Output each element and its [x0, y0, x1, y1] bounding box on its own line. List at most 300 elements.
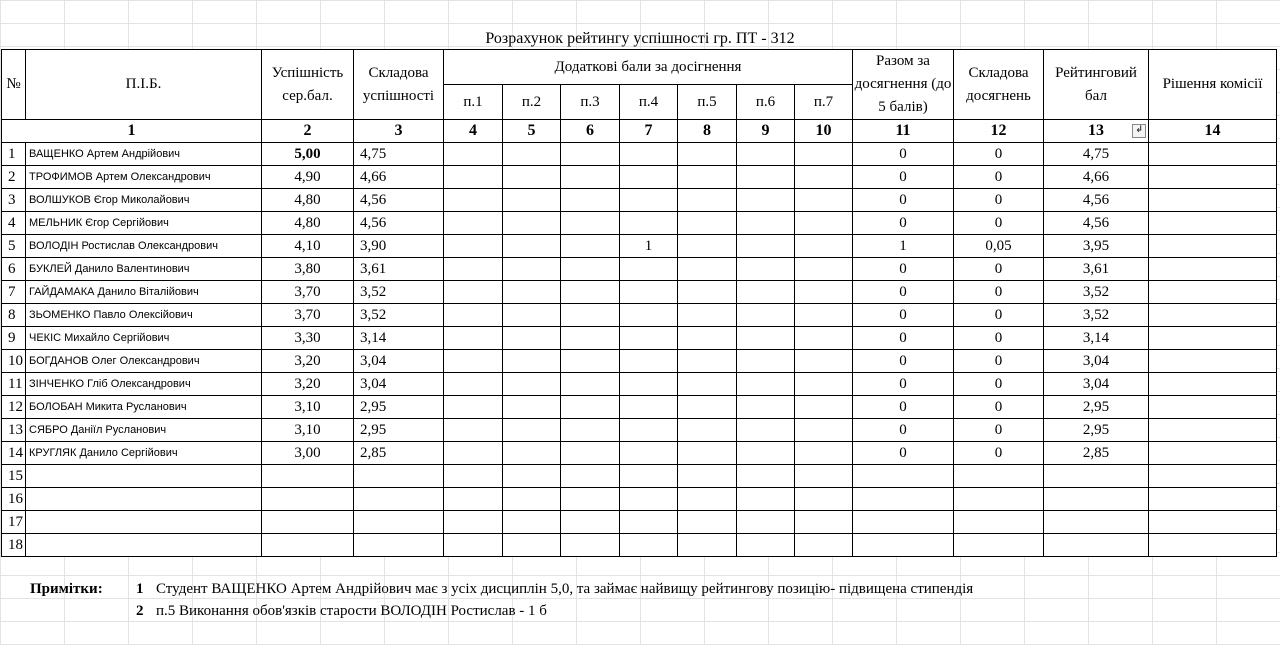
bonus-p5-cell[interactable]: [678, 327, 737, 350]
bonus-p7-cell[interactable]: [795, 327, 853, 350]
row-number-cell[interactable]: 4: [2, 212, 26, 235]
bonus-p3-cell[interactable]: [561, 396, 620, 419]
bonus-p2-cell[interactable]: [503, 350, 561, 373]
row-number-cell[interactable]: 6: [2, 258, 26, 281]
column-number-cell[interactable]: 6: [561, 120, 620, 143]
achievements-component-cell[interactable]: 0: [954, 350, 1044, 373]
student-name-cell[interactable]: ЧЕКІС Михайло Сергійович: [26, 327, 262, 350]
total-achievements-cell[interactable]: 0: [853, 304, 954, 327]
bonus-p2-cell[interactable]: [503, 419, 561, 442]
bonus-p6-cell[interactable]: [737, 258, 795, 281]
rating-cell[interactable]: [1044, 511, 1149, 534]
bonus-p2-cell[interactable]: [503, 511, 561, 534]
bonus-p4-cell[interactable]: [620, 442, 678, 465]
bonus-p7-cell[interactable]: [795, 419, 853, 442]
bonus-p3-cell[interactable]: [561, 534, 620, 557]
note-text[interactable]: Студент ВАЩЕНКО Артем Андрійович має з усіх дисциплін 5,0, та займає найвищу рейтингову позицію- підвищена стипендія: [156, 581, 974, 597]
total-achievements-cell[interactable]: 0: [853, 327, 954, 350]
total-achievements-cell[interactable]: 0: [853, 166, 954, 189]
achievements-component-cell[interactable]: [954, 488, 1044, 511]
bonus-p2-cell[interactable]: [503, 143, 561, 166]
bonus-p4-cell[interactable]: [620, 373, 678, 396]
bonus-p2-cell[interactable]: [503, 465, 561, 488]
student-name-cell[interactable]: [26, 511, 262, 534]
bonus-p3-cell[interactable]: [561, 235, 620, 258]
bonus-p6-cell[interactable]: [737, 534, 795, 557]
decision-cell[interactable]: [1149, 258, 1277, 281]
bonus-p1-cell[interactable]: [444, 235, 503, 258]
rating-cell[interactable]: 3,95: [1044, 235, 1149, 258]
column-number-cell[interactable]: 1: [2, 120, 262, 143]
rating-cell[interactable]: 3,52: [1044, 304, 1149, 327]
decision-cell[interactable]: [1149, 465, 1277, 488]
decision-cell[interactable]: [1149, 189, 1277, 212]
bonus-p2-cell[interactable]: [503, 304, 561, 327]
achievements-component-cell[interactable]: 0: [954, 143, 1044, 166]
bonus-p1-cell[interactable]: [444, 166, 503, 189]
header-p5[interactable]: п.5: [678, 85, 737, 120]
bonus-p3-cell[interactable]: [561, 350, 620, 373]
header-p1[interactable]: п.1: [444, 85, 503, 120]
bonus-p1-cell[interactable]: [444, 373, 503, 396]
student-name-cell[interactable]: ЗІНЧЕНКО Гліб Олександрович: [26, 373, 262, 396]
success-component-cell[interactable]: 4,66: [354, 166, 444, 189]
decision-cell[interactable]: [1149, 534, 1277, 557]
total-achievements-cell[interactable]: 0: [853, 258, 954, 281]
bonus-p5-cell[interactable]: [678, 281, 737, 304]
bonus-p5-cell[interactable]: [678, 189, 737, 212]
student-name-cell[interactable]: БУКЛЕЙ Данило Валентинович: [26, 258, 262, 281]
bonus-p1-cell[interactable]: [444, 304, 503, 327]
bonus-p5-cell[interactable]: [678, 419, 737, 442]
bonus-p4-cell[interactable]: [620, 258, 678, 281]
average-grade-cell[interactable]: 3,20: [262, 350, 354, 373]
bonus-p4-cell[interactable]: [620, 212, 678, 235]
bonus-p2-cell[interactable]: [503, 373, 561, 396]
bonus-p1-cell[interactable]: [444, 327, 503, 350]
achievements-component-cell[interactable]: 0: [954, 442, 1044, 465]
bonus-p6-cell[interactable]: [737, 419, 795, 442]
bonus-p5-cell[interactable]: [678, 442, 737, 465]
filter-dropdown-icon[interactable]: ↲: [1132, 124, 1146, 138]
bonus-p4-cell[interactable]: [620, 396, 678, 419]
header-name[interactable]: П.І.Б.: [26, 50, 262, 120]
row-number-cell[interactable]: 5: [2, 235, 26, 258]
rating-cell[interactable]: 3,61: [1044, 258, 1149, 281]
bonus-p5-cell[interactable]: [678, 304, 737, 327]
header-success-component[interactable]: Складова успішності: [354, 50, 444, 120]
total-achievements-cell[interactable]: [853, 511, 954, 534]
row-number-cell[interactable]: 13: [2, 419, 26, 442]
decision-cell[interactable]: [1149, 396, 1277, 419]
student-name-cell[interactable]: ВАЩЕНКО Артем Андрійович: [26, 143, 262, 166]
bonus-p5-cell[interactable]: [678, 511, 737, 534]
success-component-cell[interactable]: 2,95: [354, 419, 444, 442]
bonus-p1-cell[interactable]: [444, 143, 503, 166]
bonus-p6-cell[interactable]: [737, 488, 795, 511]
total-achievements-cell[interactable]: 0: [853, 281, 954, 304]
student-name-cell[interactable]: ВОЛОДІН Ростислав Олександрович: [26, 235, 262, 258]
bonus-p1-cell[interactable]: [444, 511, 503, 534]
average-grade-cell[interactable]: [262, 534, 354, 557]
decision-cell[interactable]: [1149, 166, 1277, 189]
row-number-cell[interactable]: 18: [2, 534, 26, 557]
decision-cell[interactable]: [1149, 373, 1277, 396]
row-number-cell[interactable]: 9: [2, 327, 26, 350]
bonus-p6-cell[interactable]: [737, 373, 795, 396]
achievements-component-cell[interactable]: [954, 511, 1044, 534]
row-number-cell[interactable]: 7: [2, 281, 26, 304]
total-achievements-cell[interactable]: 0: [853, 373, 954, 396]
bonus-p2-cell[interactable]: [503, 396, 561, 419]
decision-cell[interactable]: [1149, 235, 1277, 258]
column-number-cell[interactable]: 2: [262, 120, 354, 143]
bonus-p7-cell[interactable]: [795, 488, 853, 511]
achievements-component-cell[interactable]: [954, 534, 1044, 557]
bonus-p4-cell[interactable]: 1: [620, 235, 678, 258]
average-grade-cell[interactable]: 3,70: [262, 281, 354, 304]
student-name-cell[interactable]: ВОЛШУКОВ Єгор Миколайович: [26, 189, 262, 212]
row-number-cell[interactable]: 10: [2, 350, 26, 373]
decision-cell[interactable]: [1149, 281, 1277, 304]
bonus-p1-cell[interactable]: [444, 534, 503, 557]
header-number[interactable]: №: [2, 50, 26, 120]
average-grade-cell[interactable]: [262, 488, 354, 511]
bonus-p1-cell[interactable]: [444, 281, 503, 304]
achievements-component-cell[interactable]: 0: [954, 373, 1044, 396]
average-grade-cell[interactable]: 3,80: [262, 258, 354, 281]
column-number-cell[interactable]: 3: [354, 120, 444, 143]
bonus-p7-cell[interactable]: [795, 534, 853, 557]
bonus-p2-cell[interactable]: [503, 258, 561, 281]
bonus-p7-cell[interactable]: [795, 166, 853, 189]
average-grade-cell[interactable]: [262, 511, 354, 534]
bonus-p3-cell[interactable]: [561, 189, 620, 212]
bonus-p5-cell[interactable]: [678, 212, 737, 235]
rating-cell[interactable]: 4,56: [1044, 189, 1149, 212]
header-bonus-group[interactable]: Додаткові бали за досігнення: [444, 50, 853, 85]
rating-cell[interactable]: [1044, 488, 1149, 511]
rating-cell[interactable]: 4,56: [1044, 212, 1149, 235]
rating-cell[interactable]: 2,95: [1044, 396, 1149, 419]
bonus-p5-cell[interactable]: [678, 166, 737, 189]
success-component-cell[interactable]: 4,56: [354, 212, 444, 235]
row-number-cell[interactable]: 14: [2, 442, 26, 465]
achievements-component-cell[interactable]: 0: [954, 396, 1044, 419]
total-achievements-cell[interactable]: [853, 465, 954, 488]
rating-cell[interactable]: 3,04: [1044, 350, 1149, 373]
bonus-p3-cell[interactable]: [561, 488, 620, 511]
row-number-cell[interactable]: 17: [2, 511, 26, 534]
header-p6[interactable]: п.6: [737, 85, 795, 120]
header-p3[interactable]: п.3: [561, 85, 620, 120]
bonus-p3-cell[interactable]: [561, 442, 620, 465]
bonus-p3-cell[interactable]: [561, 143, 620, 166]
bonus-p1-cell[interactable]: [444, 488, 503, 511]
success-component-cell[interactable]: 3,52: [354, 304, 444, 327]
success-component-cell[interactable]: 3,14: [354, 327, 444, 350]
rating-cell[interactable]: [1044, 534, 1149, 557]
bonus-p4-cell[interactable]: [620, 327, 678, 350]
success-component-cell[interactable]: 3,52: [354, 281, 444, 304]
bonus-p5-cell[interactable]: [678, 235, 737, 258]
bonus-p6-cell[interactable]: [737, 189, 795, 212]
bonus-p6-cell[interactable]: [737, 281, 795, 304]
bonus-p7-cell[interactable]: [795, 465, 853, 488]
bonus-p5-cell[interactable]: [678, 534, 737, 557]
bonus-p2-cell[interactable]: [503, 235, 561, 258]
bonus-p7-cell[interactable]: [795, 304, 853, 327]
average-grade-cell[interactable]: 3,70: [262, 304, 354, 327]
bonus-p7-cell[interactable]: [795, 396, 853, 419]
student-name-cell[interactable]: [26, 534, 262, 557]
bonus-p1-cell[interactable]: [444, 212, 503, 235]
student-name-cell[interactable]: [26, 488, 262, 511]
bonus-p6-cell[interactable]: [737, 396, 795, 419]
header-p2[interactable]: п.2: [503, 85, 561, 120]
decision-cell[interactable]: [1149, 143, 1277, 166]
bonus-p7-cell[interactable]: [795, 189, 853, 212]
bonus-p1-cell[interactable]: [444, 419, 503, 442]
total-achievements-cell[interactable]: [853, 488, 954, 511]
decision-cell[interactable]: [1149, 419, 1277, 442]
row-number-cell[interactable]: 8: [2, 304, 26, 327]
bonus-p1-cell[interactable]: [444, 465, 503, 488]
bonus-p6-cell[interactable]: [737, 442, 795, 465]
bonus-p6-cell[interactable]: [737, 166, 795, 189]
bonus-p1-cell[interactable]: [444, 189, 503, 212]
rating-cell[interactable]: 2,95: [1044, 419, 1149, 442]
row-number-cell[interactable]: 3: [2, 189, 26, 212]
average-grade-cell[interactable]: 3,20: [262, 373, 354, 396]
success-component-cell[interactable]: 3,04: [354, 373, 444, 396]
bonus-p2-cell[interactable]: [503, 166, 561, 189]
student-name-cell[interactable]: ЗЬОМЕНКО Павло Олексійович: [26, 304, 262, 327]
bonus-p6-cell[interactable]: [737, 304, 795, 327]
decision-cell[interactable]: [1149, 327, 1277, 350]
average-grade-cell[interactable]: 3,10: [262, 396, 354, 419]
average-grade-cell[interactable]: 3,10: [262, 419, 354, 442]
average-grade-cell[interactable]: 4,10: [262, 235, 354, 258]
success-component-cell[interactable]: [354, 511, 444, 534]
achievements-component-cell[interactable]: 0: [954, 304, 1044, 327]
achievements-component-cell[interactable]: 0: [954, 212, 1044, 235]
bonus-p2-cell[interactable]: [503, 488, 561, 511]
bonus-p5-cell[interactable]: [678, 488, 737, 511]
achievements-component-cell[interactable]: 0: [954, 258, 1044, 281]
bonus-p1-cell[interactable]: [444, 396, 503, 419]
bonus-p1-cell[interactable]: [444, 350, 503, 373]
decision-cell[interactable]: [1149, 304, 1277, 327]
row-number-cell[interactable]: 2: [2, 166, 26, 189]
total-achievements-cell[interactable]: 0: [853, 189, 954, 212]
bonus-p3-cell[interactable]: [561, 373, 620, 396]
rating-cell[interactable]: 2,85: [1044, 442, 1149, 465]
bonus-p3-cell[interactable]: [561, 281, 620, 304]
bonus-p5-cell[interactable]: [678, 350, 737, 373]
bonus-p2-cell[interactable]: [503, 281, 561, 304]
bonus-p4-cell[interactable]: [620, 166, 678, 189]
bonus-p7-cell[interactable]: [795, 258, 853, 281]
rating-cell[interactable]: 3,52: [1044, 281, 1149, 304]
rating-cell[interactable]: 4,66: [1044, 166, 1149, 189]
row-number-cell[interactable]: 1: [2, 143, 26, 166]
average-grade-cell[interactable]: 4,80: [262, 212, 354, 235]
bonus-p2-cell[interactable]: [503, 327, 561, 350]
bonus-p3-cell[interactable]: [561, 419, 620, 442]
decision-cell[interactable]: [1149, 511, 1277, 534]
bonus-p5-cell[interactable]: [678, 465, 737, 488]
bonus-p4-cell[interactable]: [620, 465, 678, 488]
column-number-cell[interactable]: 8: [678, 120, 737, 143]
rating-cell[interactable]: 3,14: [1044, 327, 1149, 350]
bonus-p2-cell[interactable]: [503, 189, 561, 212]
student-name-cell[interactable]: МЕЛЬНИК Єгор Сергійович: [26, 212, 262, 235]
header-p4[interactable]: п.4: [620, 85, 678, 120]
decision-cell[interactable]: [1149, 488, 1277, 511]
total-achievements-cell[interactable]: 0: [853, 419, 954, 442]
bonus-p6-cell[interactable]: [737, 143, 795, 166]
bonus-p3-cell[interactable]: [561, 212, 620, 235]
bonus-p5-cell[interactable]: [678, 143, 737, 166]
note-text[interactable]: п.5 Виконання обов'язків старости ВОЛОДІН Ростислав - 1 б: [156, 603, 547, 619]
total-achievements-cell[interactable]: 1: [853, 235, 954, 258]
decision-cell[interactable]: [1149, 350, 1277, 373]
bonus-p2-cell[interactable]: [503, 534, 561, 557]
average-grade-cell[interactable]: 5,00: [262, 143, 354, 166]
bonus-p4-cell[interactable]: [620, 350, 678, 373]
row-number-cell[interactable]: 12: [2, 396, 26, 419]
column-number-cell[interactable]: 4: [444, 120, 503, 143]
bonus-p6-cell[interactable]: [737, 511, 795, 534]
student-name-cell[interactable]: ГАЙДАМАКА Данило Віталійович: [26, 281, 262, 304]
achievements-component-cell[interactable]: [954, 465, 1044, 488]
bonus-p4-cell[interactable]: [620, 488, 678, 511]
bonus-p3-cell[interactable]: [561, 327, 620, 350]
bonus-p7-cell[interactable]: [795, 235, 853, 258]
bonus-p1-cell[interactable]: [444, 442, 503, 465]
bonus-p1-cell[interactable]: [444, 258, 503, 281]
average-grade-cell[interactable]: 3,30: [262, 327, 354, 350]
bonus-p5-cell[interactable]: [678, 258, 737, 281]
header-success[interactable]: Успішність сер.бал.: [262, 50, 354, 120]
total-achievements-cell[interactable]: 0: [853, 396, 954, 419]
bonus-p6-cell[interactable]: [737, 235, 795, 258]
bonus-p7-cell[interactable]: [795, 373, 853, 396]
total-achievements-cell[interactable]: 0: [853, 442, 954, 465]
bonus-p2-cell[interactable]: [503, 442, 561, 465]
bonus-p4-cell[interactable]: [620, 534, 678, 557]
student-name-cell[interactable]: СЯБРО Даніїл Русланович: [26, 419, 262, 442]
student-name-cell[interactable]: БОГДАНОВ Олег Олександрович: [26, 350, 262, 373]
bonus-p4-cell[interactable]: [620, 143, 678, 166]
rating-cell[interactable]: 3,04: [1044, 373, 1149, 396]
decision-cell[interactable]: [1149, 442, 1277, 465]
rating-cell[interactable]: [1044, 465, 1149, 488]
total-achievements-cell[interactable]: 0: [853, 212, 954, 235]
bonus-p5-cell[interactable]: [678, 396, 737, 419]
achievements-component-cell[interactable]: 0: [954, 327, 1044, 350]
achievements-component-cell[interactable]: 0: [954, 166, 1044, 189]
bonus-p3-cell[interactable]: [561, 166, 620, 189]
column-number-cell[interactable]: 7: [620, 120, 678, 143]
achievements-component-cell[interactable]: 0: [954, 189, 1044, 212]
average-grade-cell[interactable]: 4,90: [262, 166, 354, 189]
average-grade-cell[interactable]: 3,00: [262, 442, 354, 465]
average-grade-cell[interactable]: 4,80: [262, 189, 354, 212]
header-p7[interactable]: п.7: [795, 85, 853, 120]
bonus-p7-cell[interactable]: [795, 212, 853, 235]
achievements-component-cell[interactable]: 0,05: [954, 235, 1044, 258]
bonus-p4-cell[interactable]: [620, 189, 678, 212]
total-achievements-cell[interactable]: 0: [853, 143, 954, 166]
bonus-p7-cell[interactable]: [795, 143, 853, 166]
header-achievements-component[interactable]: Складова досягнень: [954, 50, 1044, 120]
bonus-p2-cell[interactable]: [503, 212, 561, 235]
success-component-cell[interactable]: 3,61: [354, 258, 444, 281]
bonus-p6-cell[interactable]: [737, 465, 795, 488]
row-number-cell[interactable]: 15: [2, 465, 26, 488]
student-name-cell[interactable]: БОЛОБАН Микита Русланович: [26, 396, 262, 419]
bonus-p3-cell[interactable]: [561, 511, 620, 534]
success-component-cell[interactable]: 2,95: [354, 396, 444, 419]
column-number-cell[interactable]: 13 ↲: [1044, 120, 1149, 143]
column-number-cell[interactable]: 14: [1149, 120, 1277, 143]
column-number-cell[interactable]: 5: [503, 120, 561, 143]
decision-cell[interactable]: [1149, 212, 1277, 235]
total-achievements-cell[interactable]: [853, 534, 954, 557]
column-number-cell[interactable]: 9: [737, 120, 795, 143]
header-decision[interactable]: Рішення комісії: [1149, 50, 1277, 120]
bonus-p3-cell[interactable]: [561, 258, 620, 281]
bonus-p7-cell[interactable]: [795, 281, 853, 304]
bonus-p6-cell[interactable]: [737, 327, 795, 350]
success-component-cell[interactable]: 2,85: [354, 442, 444, 465]
bonus-p4-cell[interactable]: [620, 419, 678, 442]
rating-cell[interactable]: 4,75: [1044, 143, 1149, 166]
bonus-p7-cell[interactable]: [795, 442, 853, 465]
success-component-cell[interactable]: 4,75: [354, 143, 444, 166]
bonus-p4-cell[interactable]: [620, 304, 678, 327]
success-component-cell[interactable]: [354, 488, 444, 511]
success-component-cell[interactable]: 3,04: [354, 350, 444, 373]
bonus-p5-cell[interactable]: [678, 373, 737, 396]
student-name-cell[interactable]: КРУГЛЯК Данило Сергійович: [26, 442, 262, 465]
success-component-cell[interactable]: [354, 534, 444, 557]
bonus-p6-cell[interactable]: [737, 350, 795, 373]
student-name-cell[interactable]: [26, 465, 262, 488]
column-number-cell[interactable]: 12: [954, 120, 1044, 143]
row-number-cell[interactable]: 16: [2, 488, 26, 511]
header-rating[interactable]: Рейтинговий бал: [1044, 50, 1149, 120]
header-total-achievements[interactable]: Разом за досягнення (до 5 балів): [853, 50, 954, 120]
column-number-cell[interactable]: 10: [795, 120, 853, 143]
column-number-cell[interactable]: 11: [853, 120, 954, 143]
row-number-cell[interactable]: 11: [2, 373, 26, 396]
average-grade-cell[interactable]: [262, 465, 354, 488]
achievements-component-cell[interactable]: 0: [954, 281, 1044, 304]
success-component-cell[interactable]: [354, 465, 444, 488]
achievements-component-cell[interactable]: 0: [954, 419, 1044, 442]
total-achievements-cell[interactable]: 0: [853, 350, 954, 373]
bonus-p3-cell[interactable]: [561, 304, 620, 327]
bonus-p7-cell[interactable]: [795, 350, 853, 373]
bonus-p7-cell[interactable]: [795, 511, 853, 534]
bonus-p3-cell[interactable]: [561, 465, 620, 488]
bonus-p4-cell[interactable]: [620, 281, 678, 304]
success-component-cell[interactable]: 4,56: [354, 189, 444, 212]
student-name-cell[interactable]: ТРОФИМОВ Артем Олександрович: [26, 166, 262, 189]
